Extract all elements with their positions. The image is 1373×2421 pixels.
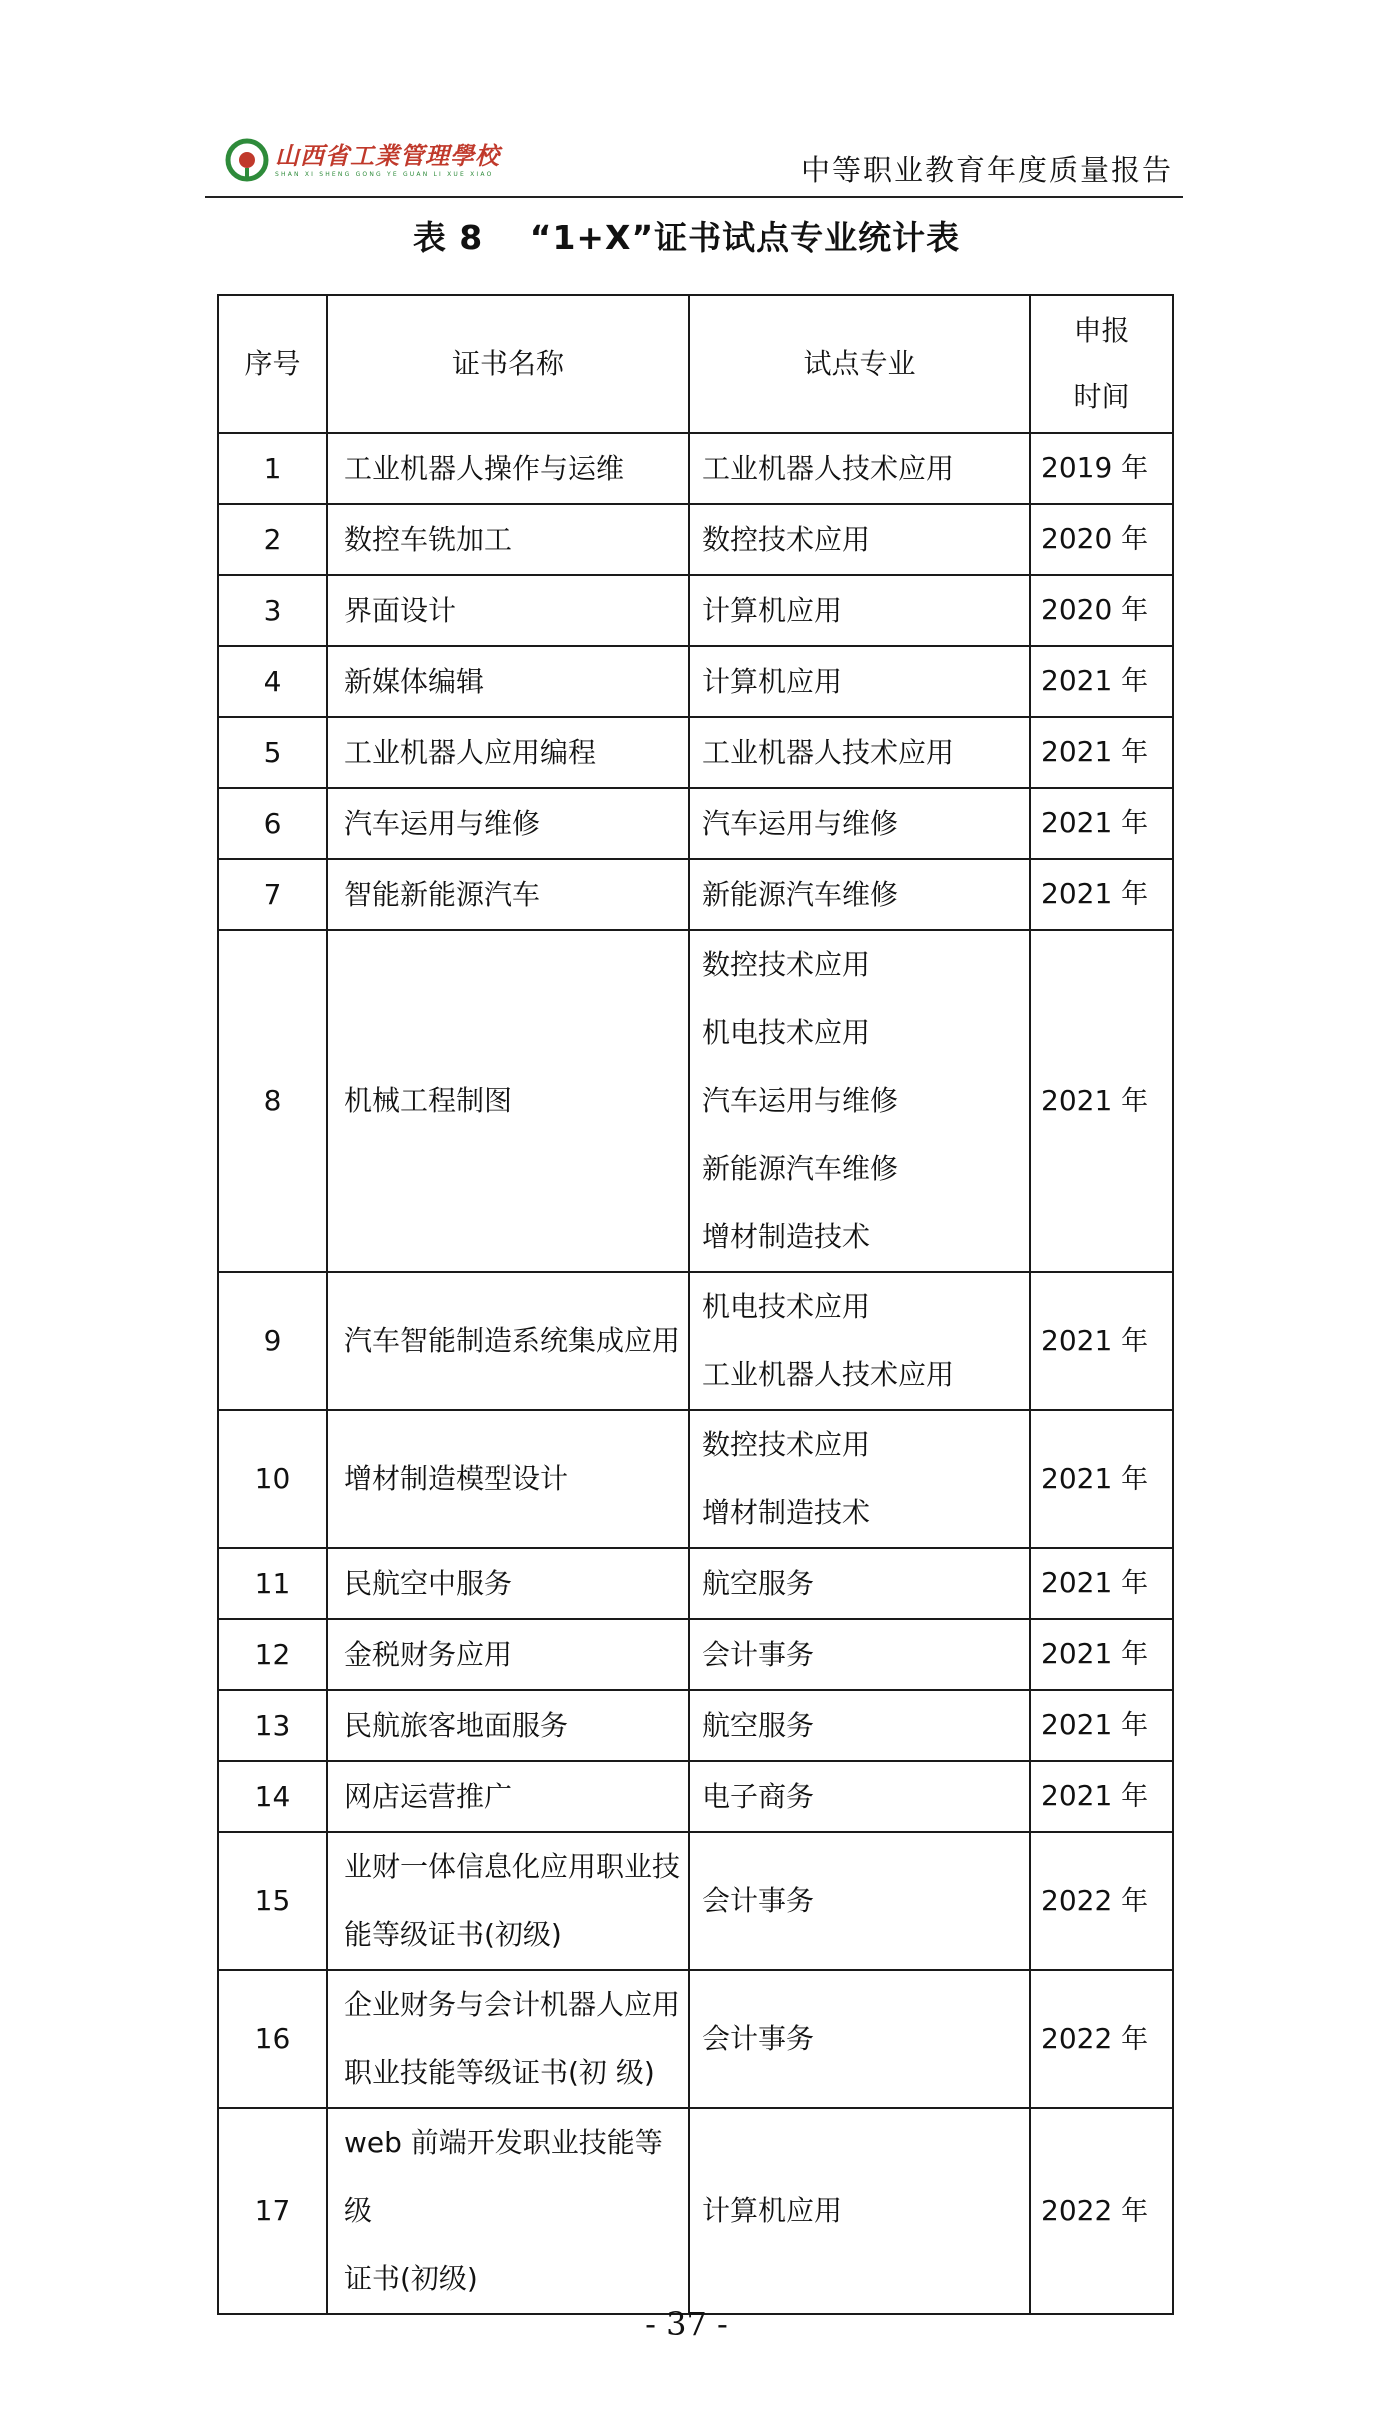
certificate-name-line: 网店运营推广 xyxy=(344,1779,513,1813)
apply-year: 2021 xyxy=(1041,877,1113,910)
cell-index: 4 xyxy=(218,646,327,717)
cell-index: 17 xyxy=(218,2108,327,2314)
certificate-name-line: 证书(初级) xyxy=(344,2262,478,2295)
cell-pilot-major xyxy=(689,433,1030,504)
cell-apply-time xyxy=(1030,646,1173,717)
cell-pilot-major xyxy=(689,1970,1030,2108)
year-unit: 年 xyxy=(1121,1085,1149,1117)
header-time-line1: 申报 xyxy=(1073,314,1130,347)
cell-apply-time xyxy=(1030,1690,1173,1761)
pilot-major-line: 增材制造技术 xyxy=(702,1220,871,1253)
cell-pilot-major xyxy=(689,717,1030,788)
table-header-row xyxy=(218,295,1173,433)
cell-certificate-name xyxy=(327,1410,689,1548)
cell-pilot-major xyxy=(689,1832,1030,1970)
cell-certificate-name xyxy=(327,1970,689,2108)
table-row xyxy=(218,433,1173,504)
cell-apply-time xyxy=(1030,859,1173,930)
header-major: 试点专业 xyxy=(689,295,1030,433)
header-name: 证书名称 xyxy=(327,295,689,433)
cell-index: 15 xyxy=(218,1832,327,1970)
cell-certificate-name xyxy=(327,1272,689,1410)
certificate-name-line: 界面设计 xyxy=(344,593,457,627)
year-unit: 年 xyxy=(1121,2023,1149,2055)
year-unit: 年 xyxy=(1121,1781,1149,1812)
pilot-major-line: 会计事务 xyxy=(702,2022,815,2055)
pilot-major-line: 新能源汽车维修 xyxy=(702,877,899,911)
header-time xyxy=(1030,295,1173,433)
pilot-major-line: 汽车运用与维修 xyxy=(702,1084,899,1117)
cell-index: 7 xyxy=(218,859,327,930)
table-row xyxy=(218,1410,1173,1548)
cell-pilot-major xyxy=(689,1272,1030,1410)
certificate-name-line: 新媒体编辑 xyxy=(344,664,485,698)
cell-certificate-name xyxy=(327,2108,689,2314)
year-unit: 年 xyxy=(1121,666,1149,697)
cell-index: 11 xyxy=(218,1548,327,1619)
cell-index: 12 xyxy=(218,1619,327,1690)
apply-year: 2022 xyxy=(1041,2193,1113,2227)
pilot-major-line: 航空服务 xyxy=(702,1708,815,1742)
header-index: 序号 xyxy=(218,295,327,433)
pilot-major-line: 工业机器人技术应用 xyxy=(702,1358,955,1391)
school-emblem-icon xyxy=(225,138,269,182)
pilot-major-line: 数控技术应用 xyxy=(702,522,871,556)
cell-pilot-major xyxy=(689,646,1030,717)
cell-index: 14 xyxy=(218,1761,327,1832)
cell-apply-time xyxy=(1030,433,1173,504)
pilot-major-line: 新能源汽车维修 xyxy=(702,1152,899,1185)
year-unit: 年 xyxy=(1121,1463,1149,1495)
cell-pilot-major xyxy=(689,504,1030,575)
certificate-name-line: 能等级证书(初级) xyxy=(344,1918,562,1951)
cell-certificate-name xyxy=(327,859,689,930)
table-row xyxy=(218,1832,1173,1970)
table-body xyxy=(218,433,1173,2314)
pilot-major-line: 会计事务 xyxy=(702,1637,815,1671)
cell-apply-time xyxy=(1030,1761,1173,1832)
certificate-name-line: 业财一体信息化应用职业技 xyxy=(344,1850,681,1883)
cell-pilot-major xyxy=(689,1548,1030,1619)
cell-pilot-major xyxy=(689,1690,1030,1761)
certificate-name-line: 增材制造模型设计 xyxy=(344,1462,569,1495)
apply-year: 2021 xyxy=(1041,1083,1113,1117)
pilot-major-line: 机电技术应用 xyxy=(702,1016,871,1049)
cell-certificate-name xyxy=(327,504,689,575)
table-row xyxy=(218,859,1173,930)
pilot-major-line: 计算机应用 xyxy=(702,664,843,698)
pilot-major-line: 增材制造技术 xyxy=(702,1496,871,1529)
cell-pilot-major xyxy=(689,2108,1030,2314)
apply-year: 2021 xyxy=(1041,1708,1113,1741)
cell-pilot-major xyxy=(689,575,1030,646)
cell-certificate-name xyxy=(327,1619,689,1690)
apply-year: 2021 xyxy=(1041,735,1113,768)
year-unit: 年 xyxy=(1121,879,1149,910)
cell-pilot-major xyxy=(689,1619,1030,1690)
cell-certificate-name xyxy=(327,433,689,504)
cell-certificate-name xyxy=(327,575,689,646)
year-unit: 年 xyxy=(1121,737,1149,768)
cell-index: 13 xyxy=(218,1690,327,1761)
cell-index: 10 xyxy=(218,1410,327,1548)
cell-apply-time xyxy=(1030,1548,1173,1619)
apply-year: 2021 xyxy=(1041,1566,1113,1599)
cell-pilot-major xyxy=(689,1761,1030,1832)
cell-apply-time xyxy=(1030,2108,1173,2314)
table-row xyxy=(218,646,1173,717)
apply-year: 2019 xyxy=(1041,451,1113,484)
cell-index: 3 xyxy=(218,575,327,646)
cell-index: 5 xyxy=(218,717,327,788)
year-unit: 年 xyxy=(1121,1710,1149,1741)
cell-apply-time xyxy=(1030,1970,1173,2108)
table-row xyxy=(218,1970,1173,2108)
table-row xyxy=(218,1761,1173,1832)
cell-certificate-name xyxy=(327,788,689,859)
cell-pilot-major xyxy=(689,930,1030,1272)
pilot-major-line: 汽车运用与维修 xyxy=(702,806,899,840)
pilot-major-line: 机电技术应用 xyxy=(702,1290,871,1323)
year-unit: 年 xyxy=(1121,1325,1149,1357)
pilot-major-line: 工业机器人技术应用 xyxy=(702,735,955,769)
apply-year: 2021 xyxy=(1041,1637,1113,1670)
certificate-name-line: web 前端开发职业技能等级 xyxy=(344,2126,663,2227)
cell-certificate-name xyxy=(327,1832,689,1970)
cell-index: 1 xyxy=(218,433,327,504)
apply-year: 2021 xyxy=(1041,806,1113,839)
cell-apply-time xyxy=(1030,1832,1173,1970)
pilot-major-line: 数控技术应用 xyxy=(702,948,871,981)
cell-certificate-name xyxy=(327,717,689,788)
table-row xyxy=(218,1272,1173,1410)
cell-certificate-name xyxy=(327,1761,689,1832)
cell-apply-time xyxy=(1030,1272,1173,1410)
table-row xyxy=(218,2108,1173,2314)
cell-index: 2 xyxy=(218,504,327,575)
school-name: 山西省工業管理學校 xyxy=(275,141,500,170)
apply-year: 2020 xyxy=(1041,522,1113,555)
cell-index: 16 xyxy=(218,1970,327,2108)
cell-index: 6 xyxy=(218,788,327,859)
certificate-name-line: 职业技能等级证书(初 级) xyxy=(344,2056,655,2089)
cell-apply-time xyxy=(1030,717,1173,788)
certificate-name-line: 民航空中服务 xyxy=(344,1566,513,1600)
cell-pilot-major xyxy=(689,1410,1030,1548)
apply-year: 2021 xyxy=(1041,1779,1113,1812)
cell-apply-time xyxy=(1030,788,1173,859)
pilot-major-line: 电子商务 xyxy=(702,1779,815,1813)
table-row xyxy=(218,575,1173,646)
pilot-major-line: 计算机应用 xyxy=(702,2194,843,2227)
pilot-major-line: 会计事务 xyxy=(702,1884,815,1917)
certificate-name-line: 汽车运用与维修 xyxy=(344,806,541,840)
year-unit: 年 xyxy=(1121,808,1149,839)
header-rule xyxy=(205,196,1183,198)
year-unit: 年 xyxy=(1121,524,1149,555)
cell-certificate-name xyxy=(327,1690,689,1761)
cell-apply-time xyxy=(1030,575,1173,646)
year-unit: 年 xyxy=(1121,453,1149,484)
table-row xyxy=(218,930,1173,1272)
table-row xyxy=(218,1548,1173,1619)
page-number: - 37 - xyxy=(645,2305,728,2343)
cell-pilot-major xyxy=(689,859,1030,930)
page-header xyxy=(205,126,1183,196)
apply-year: 2022 xyxy=(1041,1883,1113,1917)
table-row xyxy=(218,1619,1173,1690)
apply-year: 2021 xyxy=(1041,664,1113,697)
cell-certificate-name xyxy=(327,930,689,1272)
pilot-major-line: 航空服务 xyxy=(702,1566,815,1600)
certificate-table xyxy=(217,294,1174,2315)
certificate-name-line: 工业机器人应用编程 xyxy=(344,735,597,769)
certificate-name-line: 数控车铣加工 xyxy=(344,522,513,556)
year-unit: 年 xyxy=(1121,2195,1149,2227)
pilot-major-line: 计算机应用 xyxy=(702,593,843,627)
cell-index: 9 xyxy=(218,1272,327,1410)
cell-apply-time xyxy=(1030,1410,1173,1548)
cell-apply-time xyxy=(1030,1619,1173,1690)
report-title: 中等职业教育年度质量报告 xyxy=(800,153,1173,187)
apply-year: 2021 xyxy=(1041,1461,1113,1495)
certificate-name-line: 工业机器人操作与运维 xyxy=(344,451,625,485)
cell-certificate-name xyxy=(327,646,689,717)
certificate-name-line: 企业财务与会计机器人应用 xyxy=(344,1988,681,2021)
pilot-major-line: 工业机器人技术应用 xyxy=(702,451,955,485)
apply-year: 2020 xyxy=(1041,593,1113,626)
header-time-line2: 时间 xyxy=(1073,380,1130,413)
table-title: 表 8 “1+X”证书试点专业统计表 xyxy=(412,218,961,257)
certificate-name-line: 民航旅客地面服务 xyxy=(344,1708,569,1742)
cell-apply-time xyxy=(1030,504,1173,575)
certificate-name-line: 机械工程制图 xyxy=(344,1084,513,1117)
apply-year: 2021 xyxy=(1041,1323,1113,1357)
apply-year: 2022 xyxy=(1041,2021,1113,2055)
year-unit: 年 xyxy=(1121,595,1149,626)
table-row xyxy=(218,717,1173,788)
year-unit: 年 xyxy=(1121,1568,1149,1599)
table-row xyxy=(218,504,1173,575)
table-row xyxy=(218,788,1173,859)
certificate-name-line: 汽车智能制造系统集成应用 xyxy=(344,1324,681,1357)
certificate-name-line: 智能新能源汽车 xyxy=(344,877,541,911)
cell-index: 8 xyxy=(218,930,327,1272)
cell-certificate-name xyxy=(327,1548,689,1619)
cell-pilot-major xyxy=(689,788,1030,859)
certificate-name-line: 金税财务应用 xyxy=(344,1637,513,1671)
pilot-major-line: 数控技术应用 xyxy=(702,1428,871,1461)
year-unit: 年 xyxy=(1121,1639,1149,1670)
year-unit: 年 xyxy=(1121,1885,1149,1917)
school-pinyin: SHAN XI SHENG GONG YE GUAN LI XUE XIAO xyxy=(275,170,494,178)
school-logo xyxy=(225,134,500,186)
cell-apply-time xyxy=(1030,930,1173,1272)
table-row xyxy=(218,1690,1173,1761)
